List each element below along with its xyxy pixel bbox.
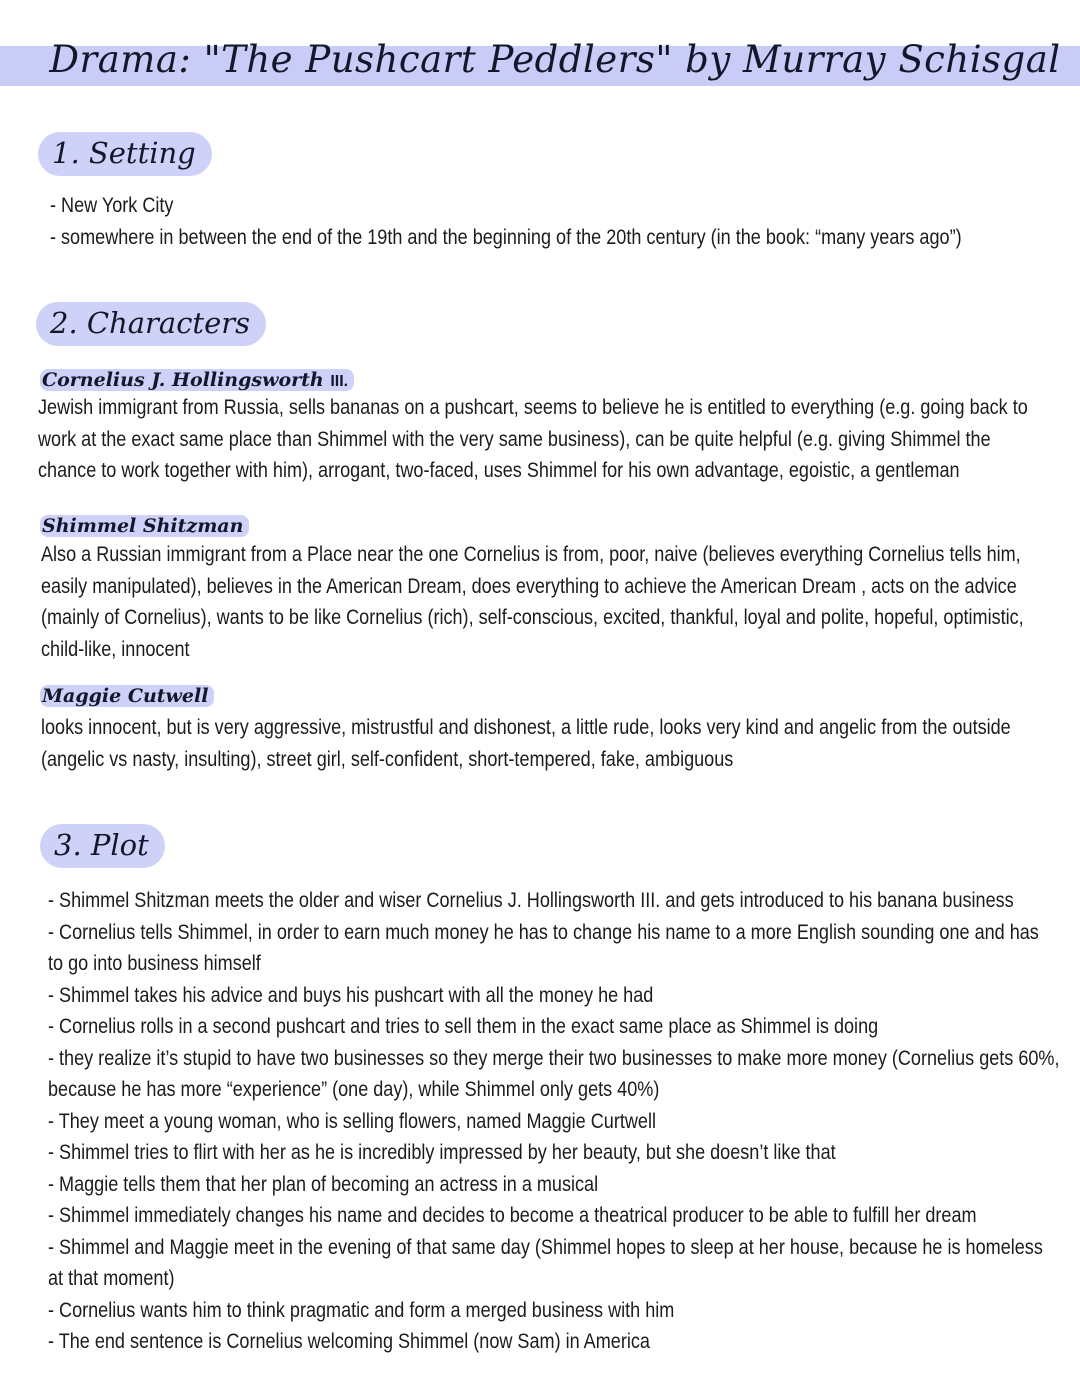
description-line: Jewish immigrant from Russia, sells bananas on a pushcart, seems to believe he is entitled to everything (e.g. going back to xyxy=(38,396,1028,419)
list-item: - Shimmel tries to flirt with her as he is incredibly impressed by her beauty, but she doesn’t like that xyxy=(48,1141,836,1164)
section-heading-plot: 3. Plot xyxy=(40,824,165,868)
page-title: Drama: "The Pushcart Peddlers" by Murray Schisgal xyxy=(49,38,1061,81)
character-description-shimmel xyxy=(41,539,1024,665)
list-item: at that moment) xyxy=(48,1267,175,1290)
character-name-shimmel xyxy=(40,515,249,537)
character-name-text: Maggie Cutwell xyxy=(40,685,214,707)
character-name-cornelius xyxy=(40,369,354,391)
list-item: - They meet a young woman, who is selling flowers, named Maggie Curtwell xyxy=(48,1109,656,1133)
section-heading-setting: 1. Setting xyxy=(38,132,212,176)
list-item: - Shimmel Shitzman meets the older and wiser Cornelius J. Hollingsworth III. and gets introduced to his banana business xyxy=(48,889,1014,912)
list-item: - Shimmel immediately changes his name and decides to become a theatrical producer to be able to fulfill her dream xyxy=(48,1204,977,1227)
list-item: - The end sentence is Cornelius welcoming Shimmel (now Sam) in America xyxy=(48,1330,650,1353)
description-line: (angelic vs nasty, insulting), street girl, self-confident, short-tempered, fake, ambiguous xyxy=(41,747,734,771)
description-line: looks innocent, but is very aggressive, mistrustful and dishonest, a little rude, looks very kind and angelic from the outside xyxy=(41,716,1011,739)
plot-list xyxy=(48,885,1060,1358)
list-item: - Cornelius wants him to think pragmatic and form a merged business with him xyxy=(48,1298,675,1322)
list-item: to go into business himself xyxy=(48,952,261,975)
list-item: because he has more “experience” (one day), while Shimmel only gets 40%) xyxy=(48,1078,660,1101)
list-item: - they realize it’s stupid to have two businesses so they merge their two businesses to make more money (Cornelius gets 60%, xyxy=(48,1046,1060,1070)
description-line: work at the exact same place than Shimmel with the very same business), can be quite helpful (e.g. giving Shimmel the xyxy=(38,427,991,451)
description-line: (mainly of Cornelius), wants to be like Cornelius (rich), self-conscious, excited, thankful, loyal and polite, hopeful, optimistic, xyxy=(41,606,1024,629)
character-name-text: Shimmel Shitzman xyxy=(40,515,249,537)
section-heading-characters: 2. Characters xyxy=(36,302,266,346)
character-name-suffix: III. xyxy=(330,373,349,390)
list-item: - Cornelius tells Shimmel, in order to earn much money he has to change his name to a more English sounding one and has xyxy=(48,920,1039,944)
list-item: - somewhere in between the end of the 19th and the beginning of the 20th century (in the book: “many years ago”) xyxy=(50,225,962,249)
description-line: Also a Russian immigrant from a Place near the one Cornelius is from, poor, naive (believes everything Cornelius tells him, xyxy=(41,543,1021,566)
list-item: - New York City xyxy=(50,194,174,217)
description-line: easily manipulated), believes in the American Dream, does everything to achieve the American Dream , acts on the advice xyxy=(41,574,1017,598)
character-name-maggie xyxy=(40,685,214,707)
list-item: - Maggie tells them that her plan of becoming an actress in a musical xyxy=(48,1172,599,1196)
description-line: chance to work together with him), arrogant, two-faced, uses Shimmel for his own advantage, egoistic, a gentleman xyxy=(38,459,960,482)
character-name-text: Cornelius J. Hollingsworth xyxy=(42,369,324,391)
description-line: child-like, innocent xyxy=(41,637,190,661)
list-item: - Shimmel takes his advice and buys his pushcart with all the money he had xyxy=(48,983,654,1007)
character-description-cornelius xyxy=(38,392,1028,487)
character-description-maggie xyxy=(41,712,1011,775)
list-item: - Shimmel and Maggie meet in the evening of that same day (Shimmel hopes to sleep at her house, because he is homeless xyxy=(48,1235,1043,1259)
list-item: - Cornelius rolls in a second pushcart and tries to sell them in the exact same place as Shimmel is doing xyxy=(48,1015,879,1038)
setting-list xyxy=(50,190,962,253)
